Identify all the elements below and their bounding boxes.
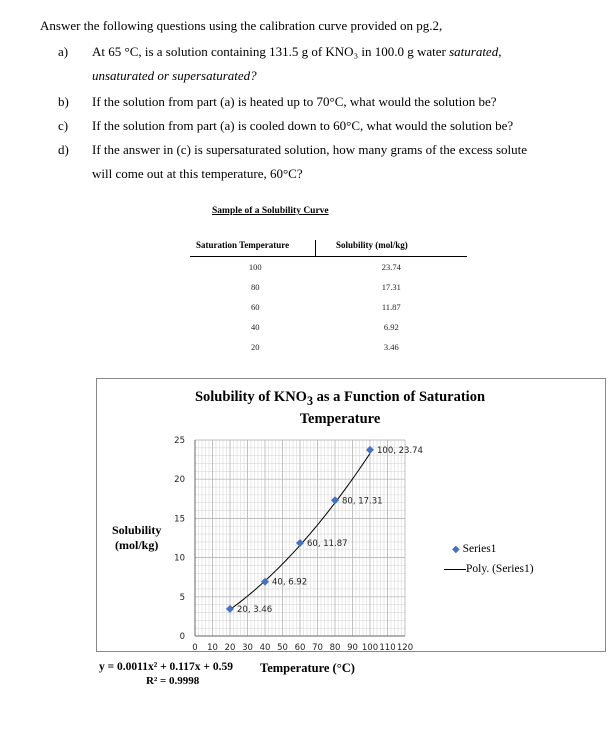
table-cell-temperature: 20 [251, 342, 260, 352]
table-cell-temperature: 60 [251, 302, 260, 312]
legend-trendline-label: Poly. (Series1) [466, 563, 534, 575]
question-b-label: b) [58, 94, 69, 109]
x-tick-label: 50 [277, 643, 288, 653]
question-d-line2: will come out at this temperature, 60°C? [92, 166, 303, 181]
question-a-line2: unsaturated or supersaturated? [92, 68, 257, 83]
data-point-label: 100, 23.74 [377, 445, 423, 456]
chart-grid [195, 440, 405, 636]
table-cell-temperature: 80 [251, 282, 260, 292]
x-tick-label: 60 [294, 643, 306, 653]
table-header-temperature: Saturation Temperature [190, 240, 316, 257]
y-axis-label-line1: Solubility [112, 523, 162, 537]
y-tick-label: 15 [174, 514, 185, 525]
table-cell-solubility: 11.87 [381, 302, 401, 312]
x-tick-label: 100 [361, 643, 379, 653]
table-cell-solubility: 6.92 [383, 322, 399, 332]
chart-title-line2: Temperature [299, 410, 381, 427]
chart-title-subscript: 3 [306, 393, 314, 408]
x-axis-label: Temperature (°C) [260, 661, 355, 675]
x-tick-label: 20 [224, 643, 236, 653]
table-cell-temperature: 40 [251, 322, 260, 332]
question-d-label: d) [58, 142, 69, 157]
y-tick-label: 5 [179, 592, 185, 603]
x-tick-label: 0 [192, 643, 198, 653]
data-point-label: 60, 11.87 [307, 538, 348, 549]
x-tick-label: 110 [379, 643, 396, 653]
y-tick-label: 10 [174, 553, 185, 564]
intro-text: Answer the following questions using the calibration curve provided on pg.2, [40, 18, 443, 33]
table-cell-solubility: 23.74 [381, 262, 401, 272]
question-c-text: If the solution from part (a) is cooled down to 60°C, what would the solution be? [92, 118, 514, 133]
data-point-label: 40, 6.92 [272, 577, 308, 588]
data-point [366, 446, 374, 454]
data-point [331, 496, 339, 504]
question-a-label: a) [58, 44, 69, 59]
chart-title-part1: Solubility of KNO [194, 389, 307, 405]
table-cell-solubility: 17.31 [381, 282, 401, 292]
y-tick-label: 25 [174, 436, 185, 446]
question-a-italic: saturated, [449, 44, 502, 59]
legend-series1-label: Series1 [462, 543, 497, 555]
question-b-text: If the solution from part (a) is heated up to 70°C, what would the solution be? [92, 94, 497, 109]
table-cell-solubility: 3.46 [383, 342, 399, 352]
x-tick-label: 30 [242, 643, 253, 653]
data-point-label: 80, 17.31 [342, 496, 383, 507]
table-header-solubility: Solubility (mol/kg) [316, 240, 468, 257]
question-d-line1: If the answer in (c) is supersaturated solution, how many grams of the excess solute [92, 142, 528, 157]
x-tick-label: 10 [207, 643, 218, 653]
x-tick-label: 80 [329, 643, 341, 653]
chart-title-part2: as a Function of Saturation [313, 389, 486, 405]
sample-table-title: Sample of a Solubility Curve [212, 206, 329, 216]
y-tick-label: 20 [174, 475, 185, 486]
table-cell-temperature: 100 [248, 262, 262, 272]
trendline-equation: y = 0.0011x² + 0.117x + 0.59 [99, 661, 233, 673]
x-tick-label: 120 [396, 643, 414, 653]
data-point [296, 539, 304, 547]
trendline-r2: R² = 0.9998 [146, 675, 200, 687]
question-c-label: c) [58, 118, 69, 133]
x-tick-label: 70 [312, 643, 323, 653]
question-a-line1: At 65 °C, is a solution containing 131.5 g of KNO₃ in 100.0 g water [92, 44, 446, 59]
x-tick-label: 40 [259, 643, 271, 653]
y-axis-label-line2: (mol/kg) [115, 538, 159, 552]
legend-diamond-icon: ◆ [452, 544, 460, 555]
x-tick-label: 90 [347, 643, 358, 653]
y-tick-label: 0 [179, 632, 185, 642]
data-point-label: 20, 3.46 [237, 604, 273, 615]
data-point [226, 605, 234, 613]
